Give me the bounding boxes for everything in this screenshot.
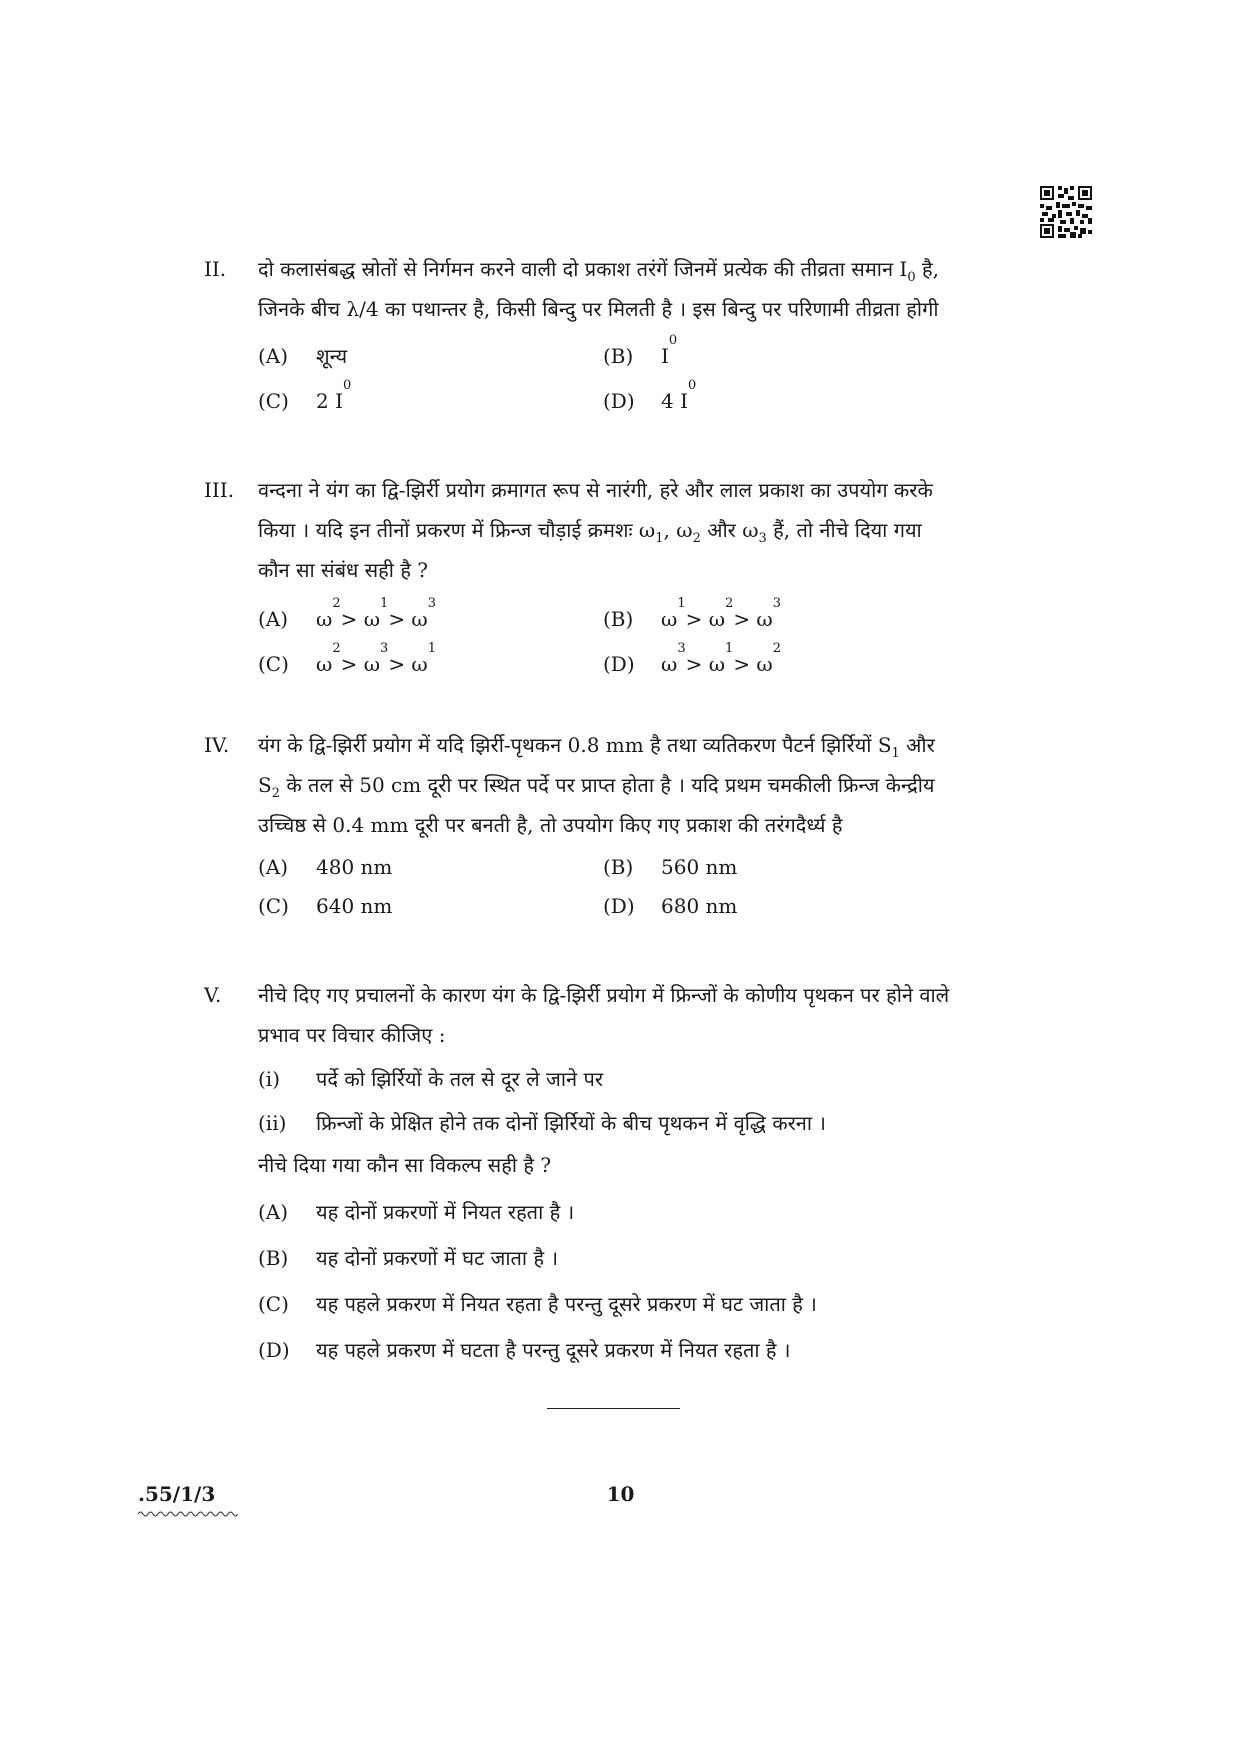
question-number: III. [204, 478, 235, 502]
squiggle-underline-icon [138, 1510, 238, 1518]
question-number: V. [204, 983, 222, 1007]
question-text: वन्दना ने यंग का द्वि-झिर्री प्रयोग क्रमागत रूप से नारंगी, हरे और लाल प्रकाश का उपयोग करके किया । यदि इन तीनों प्रकरण में फ्रिन्ज चौड़ाई क्रमशः $\omega_1$, $\omega_2$ और $\omega_3$ हैं, तो नीचे दिया गया कौन सा संबंध सही है ? [258, 478, 933, 582]
paper-code: .55/1/3 [138, 1482, 216, 1506]
option-d: (D) ω 3 > ω 1 > ω 2 [603, 640, 782, 676]
option-a: (A) 480 nm [258, 854, 393, 879]
option-a: (A) यह दोनों प्रकरणों में नियत रहता है । [258, 1200, 575, 1224]
option-a: (A) शून्य [258, 343, 348, 368]
options [258, 847, 1064, 925]
sub-items [258, 1057, 1064, 1145]
option-b: (B) 560 nm [603, 854, 738, 879]
option-a: (A) ω 2 > ω 1 > ω 3 [258, 595, 437, 631]
question-text: यंग के द्वि-झिर्री प्रयोग में यदि झिर्री-पृथकन 0.8 mm है तथा व्यतिकरण पैटर्न झिर्रियों $S_1$ और $S_2$ के तल से 50 cm दूरी पर स्थित पर्दे पर प्राप्त होता है । यदि प्रथम चमकीली फ्रिन्ज केन्द्रीय उच्चिष्ठ से 0.4 mm दूरी पर बनती है, तो उपयोग किए गए प्रकाश की तरंगदैर्ध्य है [258, 733, 935, 837]
option-b: (B) यह दोनों प्रकरणों में घट जाता है । [258, 1246, 559, 1270]
qr-code-icon [1040, 186, 1092, 238]
question-text: दो कलासंबद्ध स्रोतों से निर्गमन करने वाली दो प्रकाश तरंगें जिनमें प्रत्येक की तीव्रता समान $I_0$ है, जिनके बीच λ/4 का पथान्तर है, किसी बिन्दु पर मिलती है । इस बिन्दु पर परिणामी तीव्रता होगी [258, 257, 939, 321]
question-3 [204, 470, 1064, 686]
list-item: (ii) फ्रिन्जों के प्रेक्षित होने तक दोनों झिर्रियों के बीच पृथकन में वृद्धि करना । [258, 1111, 826, 1135]
question-number: IV. [204, 733, 230, 757]
option-b: (B) ω 1 > ω 2 > ω 3 [603, 595, 782, 631]
options [258, 1189, 1064, 1373]
option-c: (C) यह पहले प्रकरण में नियत रहता है परन्तु दूसरे प्रकरण में घट जाता है । [258, 1292, 817, 1316]
options [258, 596, 1064, 686]
question-prompt: नीचे दिया गया कौन सा विकल्प सही है ? [258, 1153, 552, 1177]
options [258, 333, 1064, 423]
question-2 [204, 249, 1064, 423]
option-c: (C) ω 2 > ω 3 > ω 1 [258, 640, 437, 676]
question-5 [204, 975, 1064, 1373]
option-c: (C) 2 I 0 [258, 377, 352, 413]
option-d: (D) यह पहले प्रकरण में घटता है परन्तु दूसरे प्रकरण में नियत रहता है । [258, 1338, 791, 1362]
question-text: नीचे दिए गए प्रचालनों के कारण यंग के द्वि-झिर्री प्रयोग में फ्रिन्जों के कोणीय पृथकन पर होने वाले प्रभाव पर विचार कीजिए : [258, 983, 950, 1047]
question-4 [204, 725, 1064, 925]
list-item: (i) पर्दे को झिर्रियों के तल से दूर ले जाने पर [258, 1067, 604, 1091]
page-number: 10 [606, 1482, 635, 1506]
end-rule-divider [547, 1408, 680, 1409]
option-d: (D) 4 I 0 [603, 377, 697, 413]
option-d: (D) 680 nm [603, 893, 738, 918]
question-number: II. [204, 257, 227, 281]
option-c: (C) 640 nm [258, 893, 393, 918]
option-b: (B) I 0 [603, 332, 678, 368]
